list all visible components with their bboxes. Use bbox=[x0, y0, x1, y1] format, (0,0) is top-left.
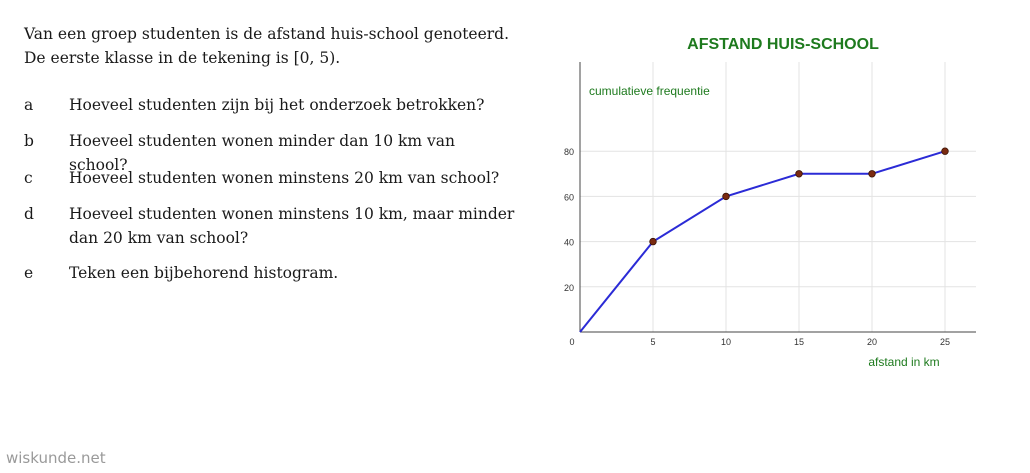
x-tick-label: 10 bbox=[720, 337, 732, 347]
footer-brand: wiskunde.net bbox=[6, 449, 106, 467]
x-axis-label: afstand in km bbox=[868, 355, 940, 369]
question-text: Hoeveel studenten zijn bij het onderzoek betrokken? bbox=[69, 96, 485, 114]
x-tick-label: 15 bbox=[793, 337, 805, 347]
x-tick-label: 0 bbox=[569, 337, 575, 347]
question-letter: b bbox=[24, 132, 34, 150]
y-tick-label: 80 bbox=[563, 147, 574, 158]
chart-title: AFSTAND HUIS-SCHOOL bbox=[687, 36, 879, 53]
y-tick-label: 40 bbox=[563, 237, 574, 248]
intro-line-2: De eerste klasse in de tekening is [0, 5). bbox=[24, 49, 341, 67]
y-axis-label: cumulatieve frequentie bbox=[589, 84, 710, 98]
data-point bbox=[869, 171, 876, 178]
x-tick-label: 5 bbox=[650, 337, 656, 347]
y-tick-label: 60 bbox=[563, 192, 574, 203]
y-tick-label: 20 bbox=[563, 282, 574, 293]
x-tick-label: 25 bbox=[939, 337, 951, 347]
data-point bbox=[723, 193, 730, 200]
question-letter: c bbox=[24, 169, 33, 187]
data-point bbox=[650, 238, 657, 245]
question-letter: d bbox=[24, 205, 34, 223]
chart-ticks bbox=[564, 147, 950, 347]
intro-line-1: Van een groep studenten is de afstand huis-school genoteerd. bbox=[24, 25, 510, 43]
question-letter: e bbox=[24, 264, 34, 282]
question-text: Hoeveel studenten wonen minder dan 10 km van school? bbox=[69, 132, 456, 174]
data-point bbox=[942, 148, 949, 155]
question-letter: a bbox=[24, 96, 34, 114]
question-text: Hoeveel studenten wonen minstens 20 km van school? bbox=[69, 169, 500, 187]
chart-grid bbox=[580, 62, 976, 332]
question-text: Hoeveel studenten wonen minstens 10 km, maar minder dan 20 km van school? bbox=[69, 205, 515, 247]
question-text: Teken een bijbehorend histogram. bbox=[69, 264, 339, 282]
x-tick-label: 20 bbox=[866, 337, 878, 347]
data-point bbox=[796, 171, 803, 178]
